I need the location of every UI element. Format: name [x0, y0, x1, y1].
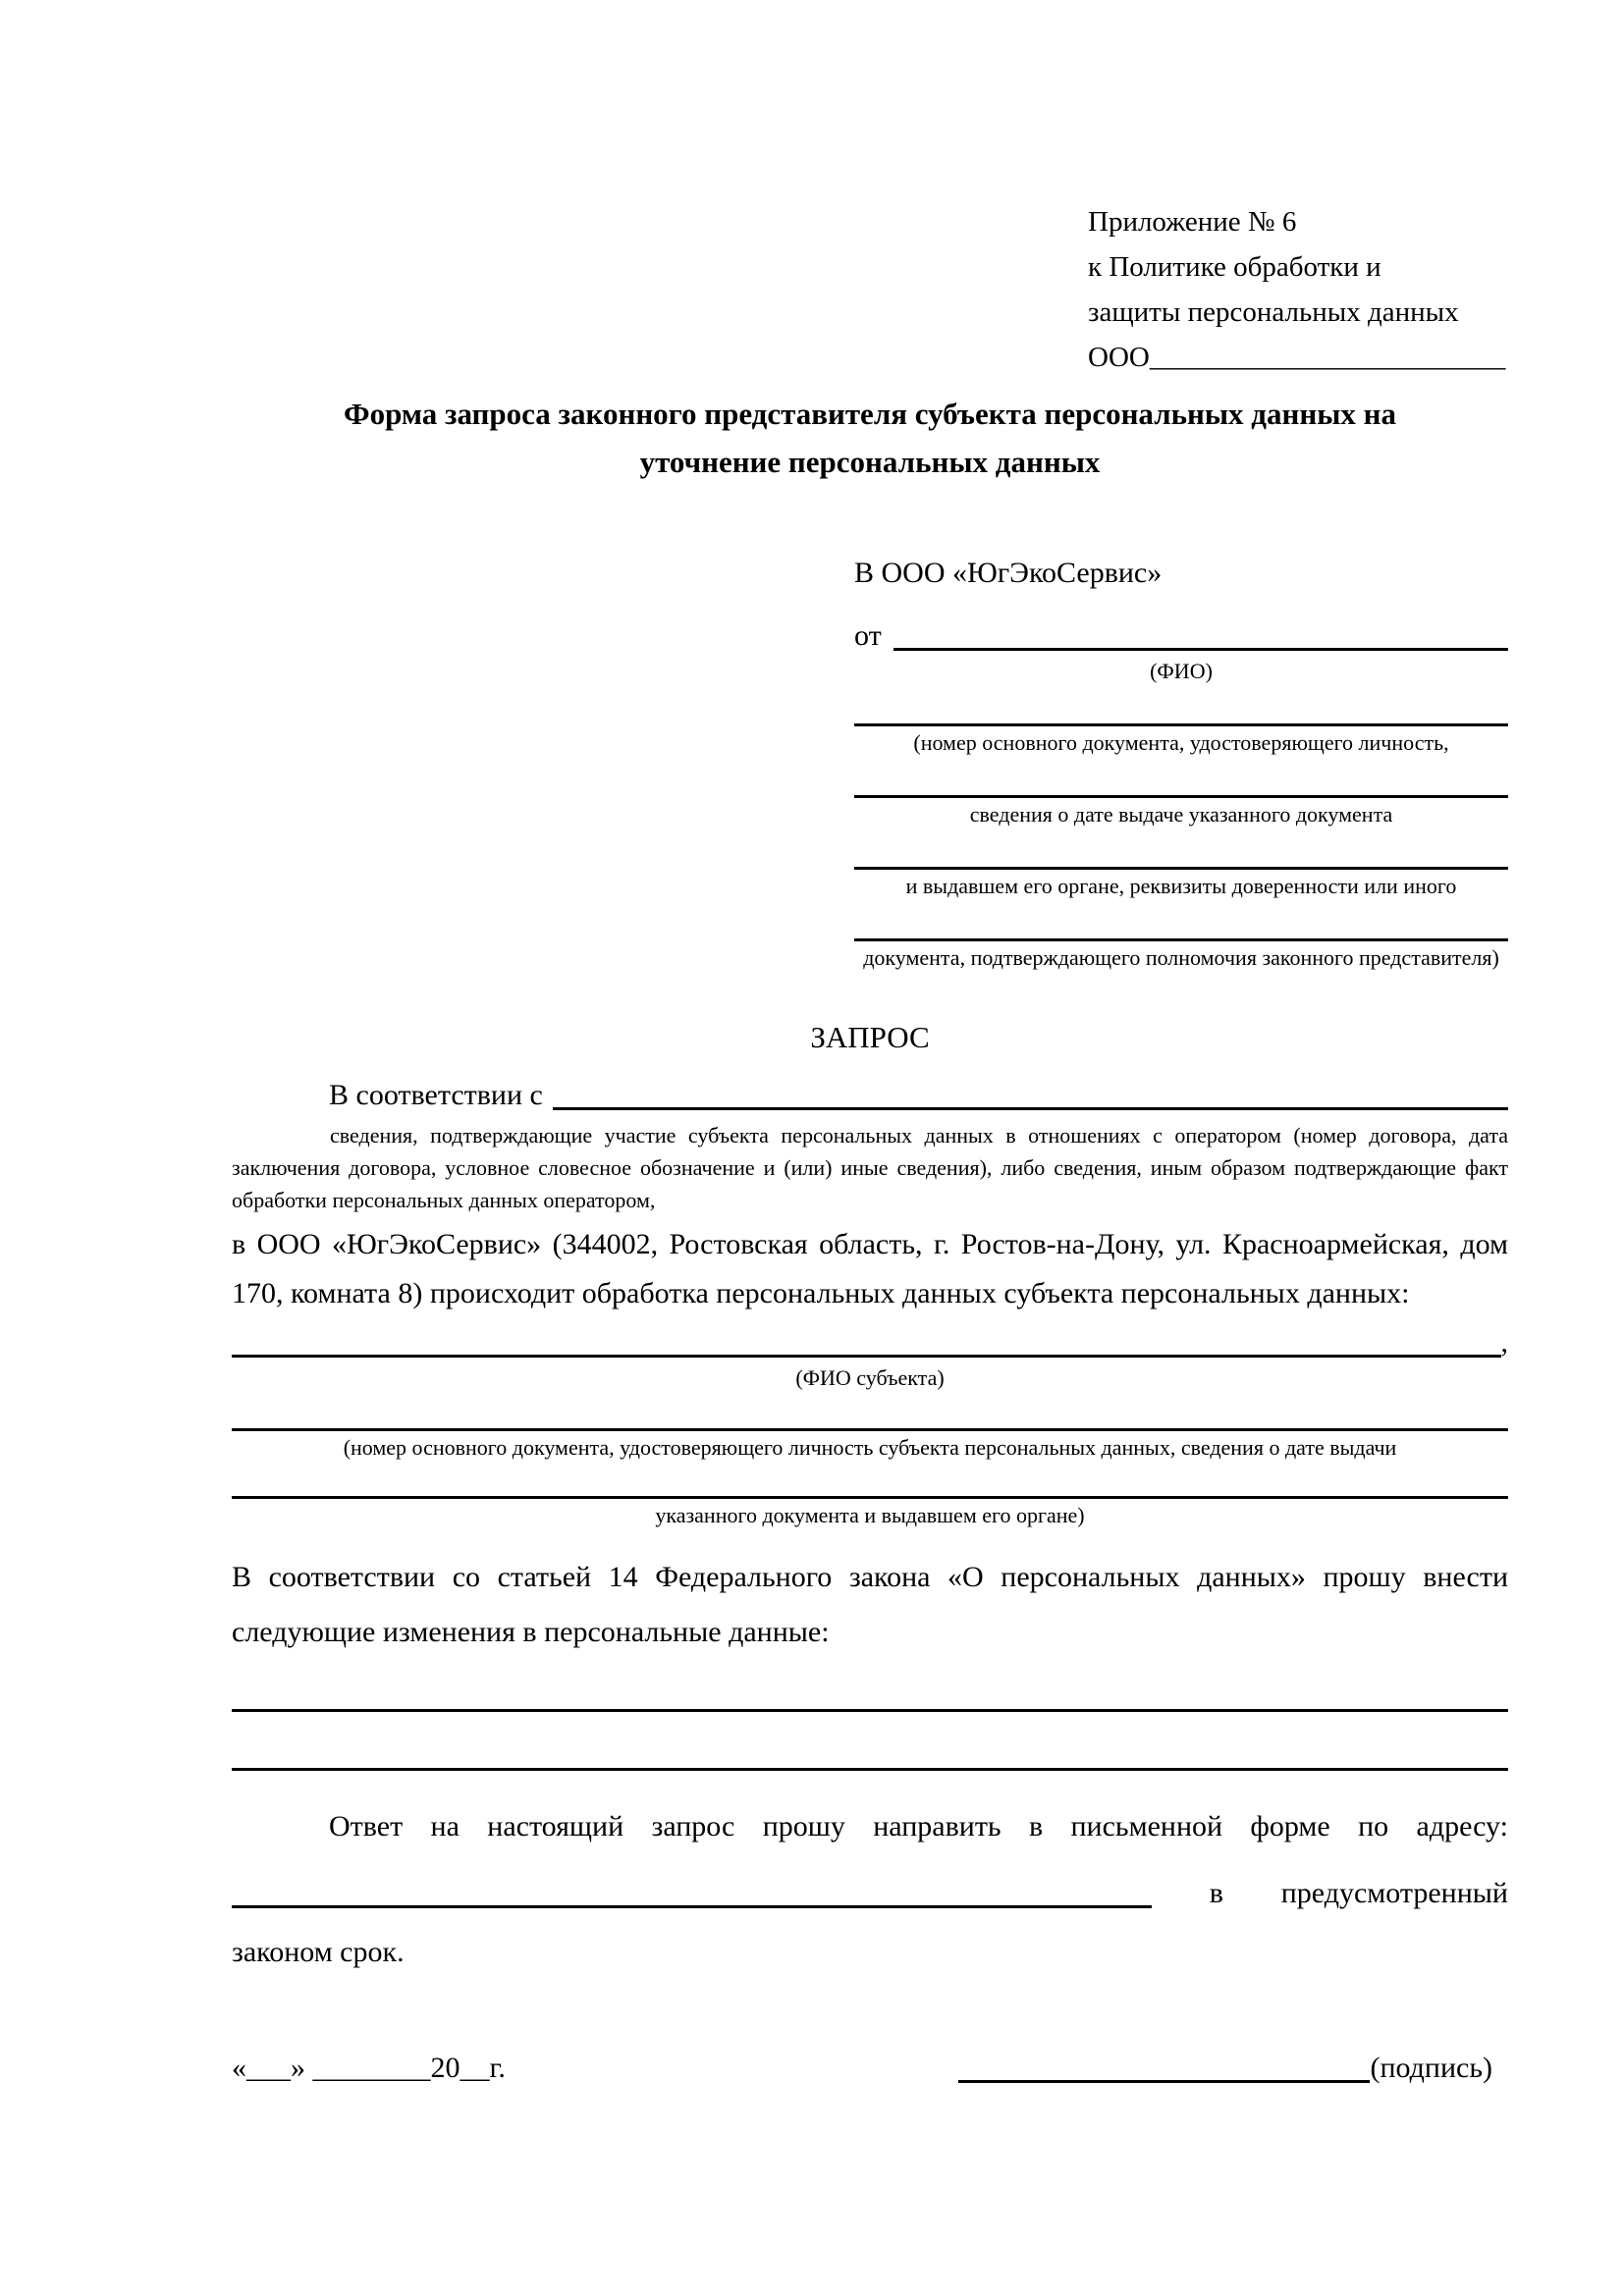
from-name-blank-field: [893, 648, 1508, 651]
subject-doc-caption-1: (номер основного документа, удостоверяющего личность субъекта персональных данных, сведения о дате выдачи: [343, 1435, 1397, 1460]
id-doc-blank-field-2: [854, 795, 1508, 798]
appendix-policy-line1: к Политике обработки и: [1088, 251, 1381, 283]
appendix-policy-line2: защиты персональных данных: [1088, 296, 1459, 328]
id-doc-caption-2: сведения о дате выдаче указанного документа: [969, 802, 1393, 827]
id-doc-blank-field-3: [854, 867, 1508, 870]
addressee-to: В ООО «ЮгЭкоСервис»: [854, 557, 1163, 589]
signature-blank-field: [958, 2080, 1370, 2083]
request-heading: ЗАПРОС: [810, 1020, 930, 1054]
signature-group: [958, 2050, 1492, 2087]
subject-fio-blank-field: [232, 1355, 1501, 1358]
appendix-number: Приложение № 6: [1088, 206, 1297, 238]
id-doc-blank-field-4: [854, 938, 1508, 941]
id-doc-caption-1: (номер основного документа, удостоверяющего личность,: [913, 730, 1449, 755]
footer-row: [232, 2050, 1508, 2087]
changes-blank-field-1: [232, 1709, 1508, 1712]
date-blank-field: «___» ________20__г.: [232, 2052, 506, 2084]
fio-caption: (ФИО): [1150, 659, 1213, 683]
company-blank-field: _________________________: [1149, 342, 1506, 373]
answer-tail: законом срок.: [232, 1936, 405, 1968]
subject-fio-caption: (ФИО субъекта): [795, 1365, 945, 1390]
from-label: от: [854, 619, 882, 652]
id-doc-caption-4: документа, подтверждающего полномочия законного представителя): [863, 945, 1499, 970]
document-title: Форма запроса законного представителя субъекта персональных данных на уточнение персональных данных: [343, 397, 1397, 479]
subject-fio-row: [232, 1324, 1508, 1362]
changes-blank-field-2: [232, 1768, 1508, 1771]
id-doc-caption-3: и выдавшем его органе, реквизиты доверенности или иного: [905, 874, 1457, 898]
answer-intro-paragraph: Ответ на настоящий запрос прошу направить в письменной форме по адресу:: [329, 1810, 1508, 1842]
answer-word-1: в: [1209, 1877, 1223, 1909]
address-blank-field: [232, 1905, 1152, 1908]
answer-word-2: предусмотренный: [1280, 1877, 1508, 1909]
answer-address-row: [232, 1875, 1508, 1912]
article-paragraph: В соответствии со статьей 14 Федерального закона «О персональных данных» прошу внести следующие изменения в персональные данные:: [232, 1561, 1508, 1648]
signature-caption: (подпись): [1370, 2052, 1492, 2084]
appendix-note: [1088, 199, 1508, 380]
addressee-block: [854, 555, 1508, 971]
company-prefix: ООО: [1088, 342, 1150, 373]
operator-paragraph: в ООО «ЮгЭкоСервис» (344002, Ростовская область, г. Ростов-на-Дону, ул. Красноармейская, дом 170, комната 8) происходит обработка персональных данных субъекта персональных данных:: [232, 1228, 1508, 1309]
accordance-row: [232, 1077, 1508, 1114]
subject-fio-comma: ,: [1500, 1326, 1508, 1359]
from-row: [854, 617, 1508, 655]
subject-doc-blank-field-2: [232, 1496, 1508, 1499]
accordance-blank-field: [553, 1107, 1508, 1110]
fine-print-note: сведения, подтверждающие участие субъекта персональных данных в отношениях с оператором (номер договора, дата заключения договора, условное словесное обозначение и (или) иные сведения), либо сведения, иным образом подтверждающие факт обработки персональных данных оператором,: [232, 1123, 1508, 1212]
company-line: [1088, 335, 1508, 380]
id-doc-blank-field-1: [854, 723, 1508, 726]
subject-doc-blank-field-1: [232, 1428, 1508, 1431]
accordance-prefix: В соответствии с: [329, 1079, 543, 1111]
subject-doc-caption-2: указанного документа и выдавшем его органе): [655, 1503, 1085, 1527]
